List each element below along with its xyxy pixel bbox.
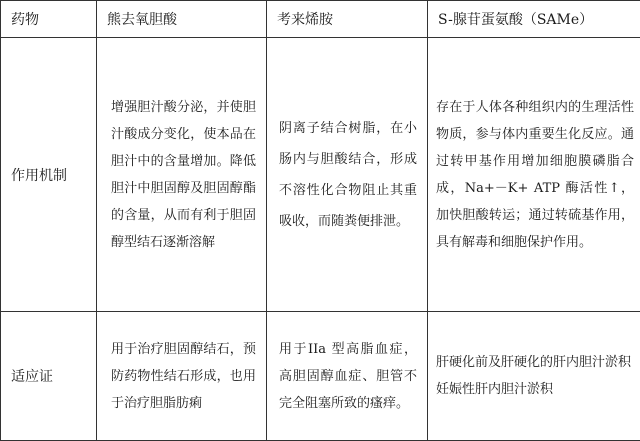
indication-same-line-2: 妊娠性肝内胆汁淤积 [436,382,554,398]
indication-same-line-1: 肝硬化前及肝硬化的肝内胆汁淤积 [436,355,632,371]
cell-indication-ursodeoxycholic-acid: 用于治疗胆固醇结石，预防药物性结石形成，也用于治疗胆脂肪痢 [97,312,267,441]
cell-indication-same [428,312,640,441]
header-cholestyramine: 考来烯胺 [267,1,428,38]
table-row-mechanism [1,38,640,312]
cell-mechanism-same: 存在于人体各种组织内的生理活性物质，参与体内重要生化反应。通过转甲基作用增加细胞膜磷脂合成，Na+－K+ ATP 酶活性↑，加快胆酸转运；通过转硫基作用，具有解毒和细胞保护作用。 [428,38,640,312]
cell-mechanism-cholestyramine: 阴离子结合树脂，在小肠内与胆酸结合，形成不溶性化合物阻止其重吸收，而随粪便排泄。 [267,38,428,312]
table-row-indication [1,312,640,441]
cell-mechanism-ursodeoxycholic-acid: 增强胆汁酸分泌，并使胆汁酸成分变化，使本品在胆汁中的含量增加。降低胆汁中胆固醇及胆固醇酯的含量，从而有利于胆固醇型结石逐渐溶解 [97,38,267,312]
row-label-mechanism: 作用机制 [1,38,97,312]
header-same: S-腺苷蛋氨酸（SAMe） [428,1,640,38]
header-ursodeoxycholic-acid: 熊去氧胆酸 [97,1,267,38]
cell-indication-cholestyramine: 用于IIa 型高脂血症，高胆固醇血症、胆管不完全阻塞所致的瘙痒。 [267,312,428,441]
header-row [1,1,640,38]
header-drug: 药物 [1,1,97,38]
row-label-indication: 适应证 [1,312,97,441]
